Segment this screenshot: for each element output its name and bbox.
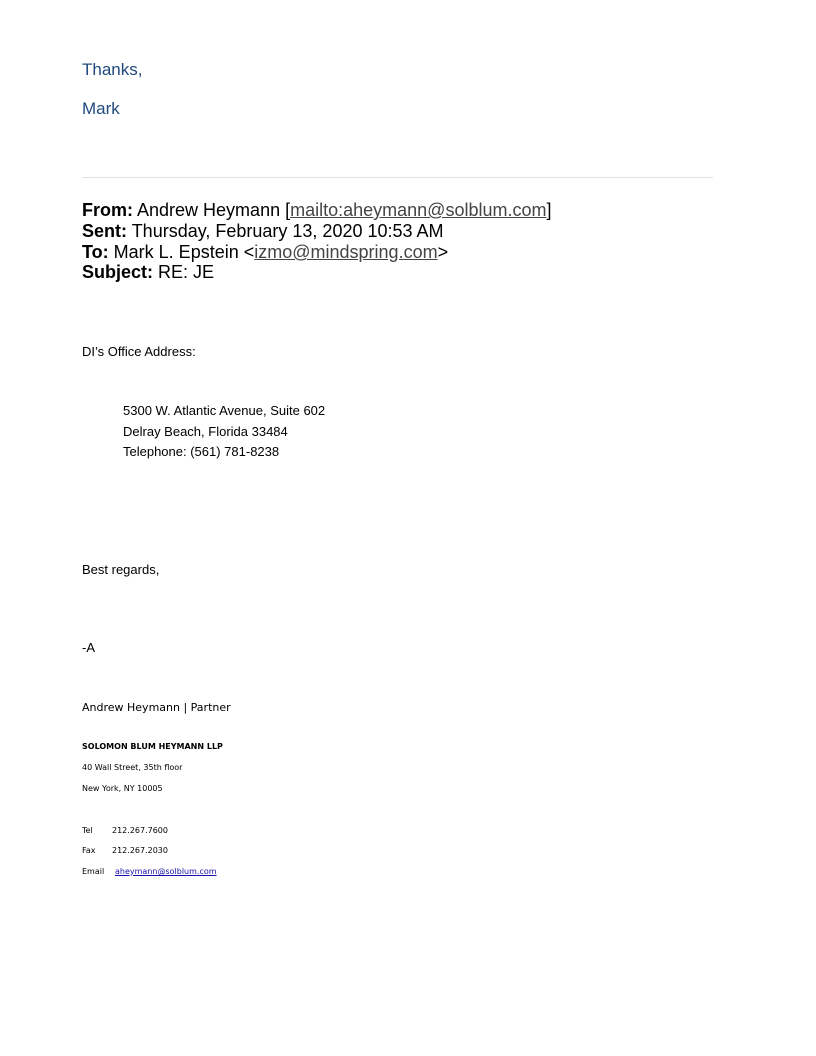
subject-line: [82, 262, 214, 283]
from-name: Andrew Heymann: [137, 200, 281, 220]
closing-name: Mark: [82, 99, 120, 118]
address-line-3: Telephone: (561) 781-8238: [123, 444, 280, 459]
best-regards: Best regards,: [82, 562, 160, 577]
email-label: Email: [82, 867, 105, 876]
to-label: To:: [82, 242, 109, 262]
office-address-intro: DI’s Office Address:: [82, 344, 196, 359]
subject-label: Subject:: [82, 262, 154, 282]
firm-city: New York, NY 10005: [82, 784, 163, 793]
tel-label: Tel: [82, 826, 93, 835]
firm-name: SOLOMON BLUM HEYMANN LLP: [82, 742, 223, 751]
tel-value: 212.267.7600: [112, 826, 168, 835]
address-line-2: Delray Beach, Florida 33484: [123, 423, 288, 439]
signature-name-title: Andrew Heymann | Partner: [82, 701, 231, 714]
email-line: [82, 867, 217, 876]
to-email-link[interactable]: izmo@mindspring.com: [254, 242, 438, 262]
fax-value: 212.267.2030: [112, 846, 168, 855]
tel-line: [82, 826, 168, 835]
email-link[interactable]: aheymann@solblum.com: [115, 867, 217, 876]
address-block: [123, 401, 325, 463]
closing-thanks: Thanks,: [82, 60, 143, 79]
address-line-1: 5300 W. Atlantic Avenue, Suite 602: [123, 403, 326, 418]
from-label: From:: [82, 200, 133, 220]
divider: [82, 177, 713, 178]
firm-street: 40 Wall Street, 35th floor: [82, 763, 183, 772]
sent-value: Thursday, February 13, 2020 10:53 AM: [131, 221, 444, 241]
from-mailto-link[interactable]: mailto:aheymann@solblum.com: [290, 200, 547, 220]
sent-line: [82, 221, 444, 242]
sent-label: Sent:: [82, 221, 127, 241]
sign-initial: -A: [82, 640, 95, 655]
to-name: Mark L. Epstein: [113, 242, 239, 262]
fax-line: [82, 846, 168, 855]
subject-value: RE: JE: [158, 262, 215, 282]
to-line: To: Mark L. Epstein <izmo@mindspring.com>: [82, 242, 449, 262]
from-line: From: Andrew Heymann [mailto:aheymann@solblum.com]: [82, 200, 552, 220]
fax-label: Fax: [82, 846, 96, 855]
